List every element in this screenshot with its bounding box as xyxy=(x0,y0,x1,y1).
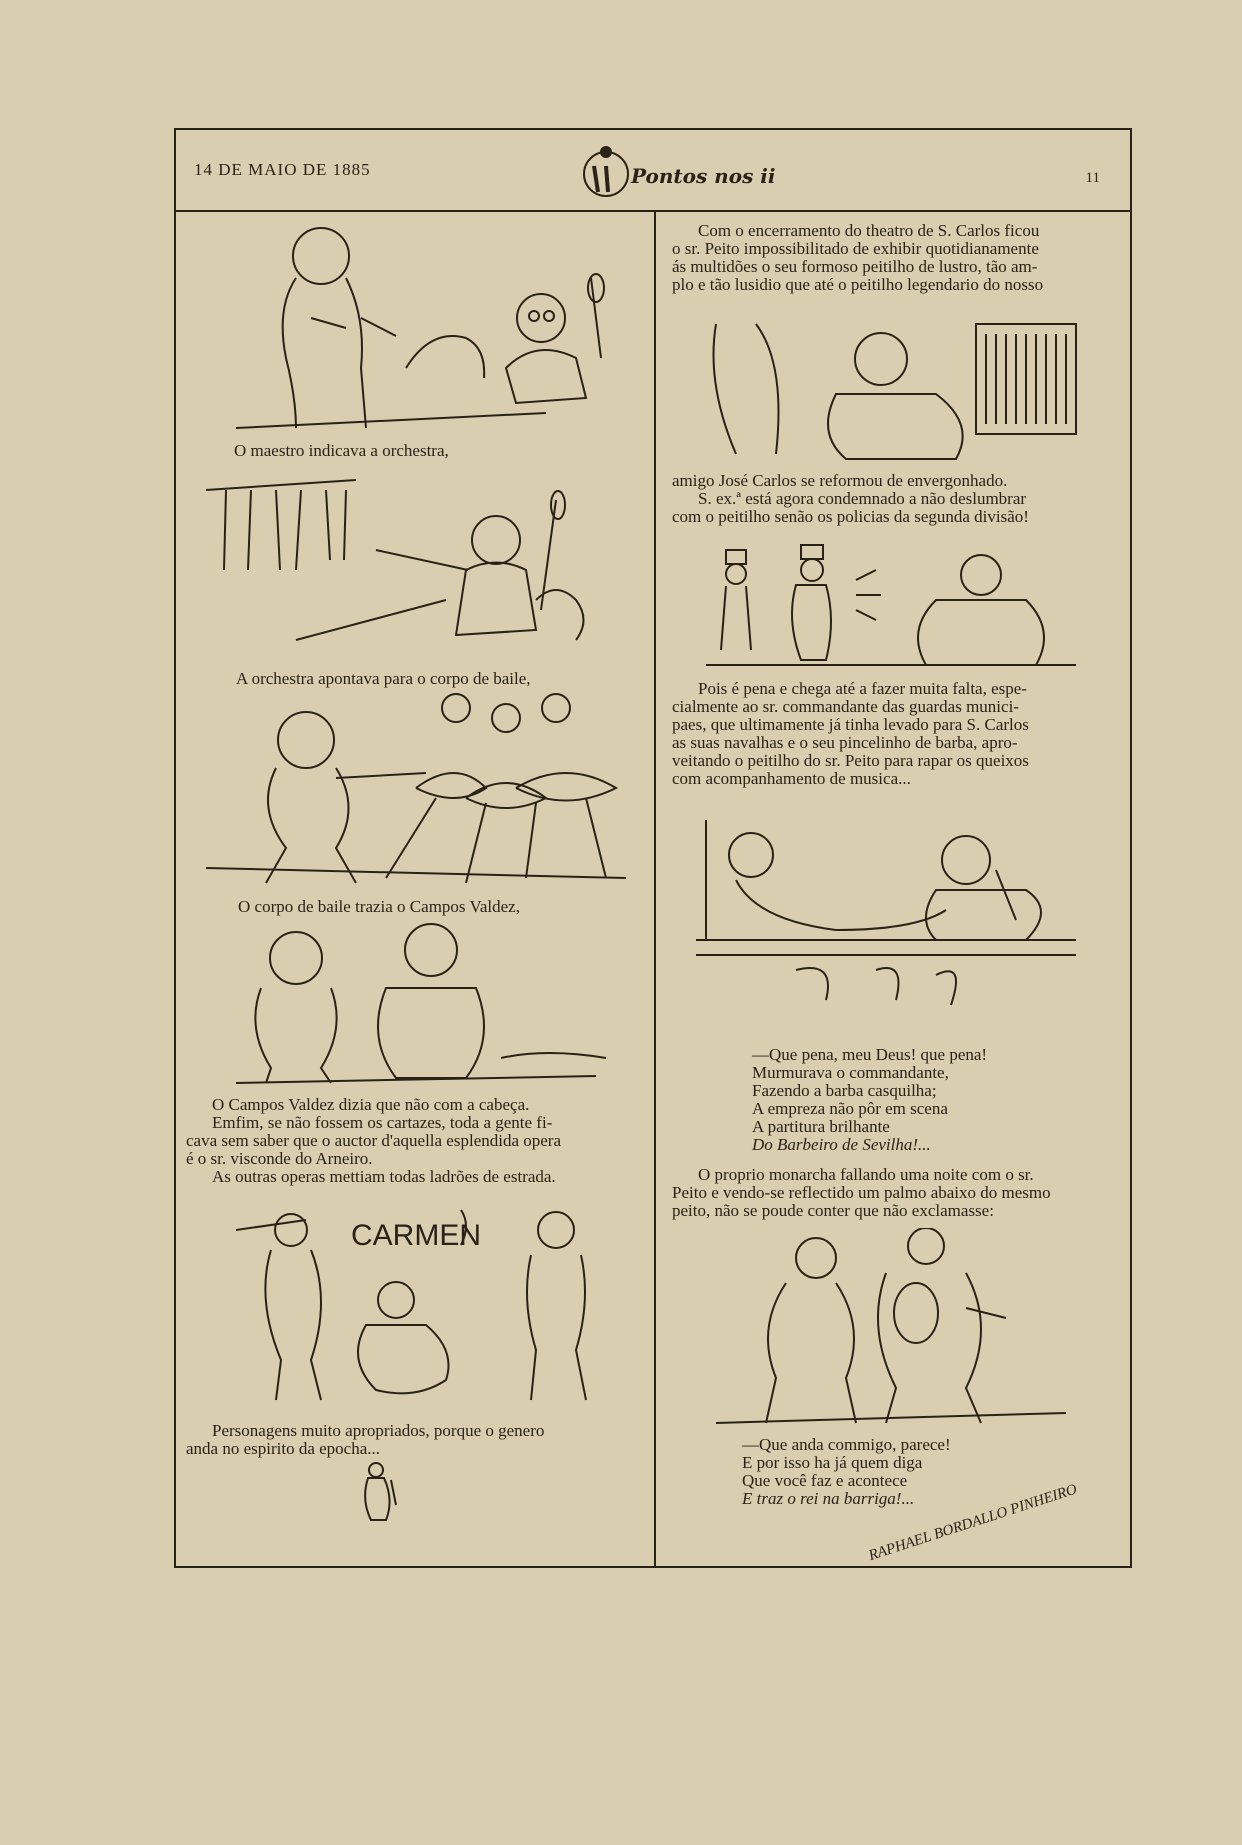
campos-valdez-paragraph xyxy=(186,1096,640,1186)
verse-line: A partitura brilhante xyxy=(752,1117,890,1136)
monarcha-paragraph xyxy=(672,1166,1122,1220)
commandante-paragraph xyxy=(672,680,1122,788)
carmen-label: CARMEN xyxy=(351,1219,482,1252)
theatro-paragraph xyxy=(672,222,1122,294)
text-line: Emfim, se não fossem os cartazes, toda a gente fi- xyxy=(212,1113,553,1132)
verse-line: —Que anda commigo, parece! xyxy=(742,1435,951,1454)
verse-line: Do Barbeiro de Sevilha!... xyxy=(752,1135,931,1154)
verse-line: —Que pena, meu Deus! que pena! xyxy=(752,1045,988,1064)
text-line: é o sr. visconde do Arneiro. xyxy=(186,1149,373,1168)
jose-carlos-paragraph xyxy=(672,472,1122,526)
text-line: O proprio monarcha fallando uma noite com o sr. xyxy=(698,1165,1034,1184)
text-line: peito, não se poude conter que não exclamasse: xyxy=(672,1201,994,1220)
text-line: ás multidões o seu formoso peitilho de lustro, tão am- xyxy=(672,257,1038,276)
artist-signature: RAPHAEL BORDALLO PINHEIRO xyxy=(866,1481,1080,1565)
rei-illustration xyxy=(706,1228,1086,1428)
orchestra-illustration xyxy=(196,460,616,660)
text-line: com o peitilho senão os policias da segunda divisão! xyxy=(672,507,1029,526)
verse-line: A empreza não pôr em scena xyxy=(752,1099,948,1118)
peitilho-illustration xyxy=(696,304,1096,464)
caption-orchestra: A orchestra apontava para o corpo de baile, xyxy=(236,669,531,688)
maestro-illustration xyxy=(216,218,636,440)
campos-valdez-illustration xyxy=(216,918,616,1088)
small-figure-illustration xyxy=(356,1460,406,1530)
text-line: Pois é pena e chega até a fazer muita falta, espe- xyxy=(698,679,1027,698)
caption-maestro: O maestro indicava a orchestra, xyxy=(234,441,449,460)
text-line: cialmente ao sr. commandante das guardas munici- xyxy=(672,697,1019,716)
issue-date: 14 DE MAIO DE 1885 xyxy=(194,160,371,179)
ballet-illustration xyxy=(186,688,646,888)
masthead-logo-icon xyxy=(576,142,636,207)
personagens-paragraph xyxy=(186,1422,640,1458)
text-line: anda no espirito da epocha... xyxy=(186,1439,381,1458)
text-line: As outras operas mettiam todas ladrões de estrada. xyxy=(212,1167,556,1186)
barbeiro-illustration xyxy=(696,810,1086,1030)
text-line: amigo José Carlos se reformou de envergonhado. xyxy=(672,471,1008,490)
page-number: 11 xyxy=(1085,170,1100,186)
text-line: cava sem saber que o auctor d'aquella esplendida opera xyxy=(186,1131,562,1150)
text-line: o sr. Peito impossibilitado de exhibir quotidianamente xyxy=(672,239,1039,258)
caption-ballet: O corpo de baile trazia o Campos Valdez, xyxy=(238,897,520,916)
verse-line: Murmurava o commandante, xyxy=(752,1063,949,1082)
text-line: O Campos Valdez dizia que não com a cabeça. xyxy=(212,1095,530,1114)
column-divider xyxy=(654,210,656,1568)
text-line: S. ex.ª está agora condemnado a não deslumbrar xyxy=(698,489,1027,508)
text-line: Personagens muito apropriados, porque o genero xyxy=(212,1421,545,1440)
text-line: com acompanhamento de musica... xyxy=(672,769,911,788)
verse-line: E por isso ha já quem diga xyxy=(742,1453,923,1472)
page-header xyxy=(176,130,1130,212)
verse-line: Que você faz e acontece xyxy=(742,1471,908,1490)
verse-line: Fazendo a barba casquilha; xyxy=(752,1081,937,1100)
verse-line: E traz o rei na barriga!... xyxy=(742,1489,915,1508)
verse-commandante xyxy=(752,1046,1112,1154)
carmen-illustration xyxy=(236,1190,616,1410)
text-line: veitando o peitilho do sr. Peito para rapar os queixos xyxy=(672,751,1029,770)
masthead-title: Pontos nos ii xyxy=(631,164,776,188)
policias-illustration xyxy=(706,540,1086,670)
text-line: Peito e vendo-se reflectido um palmo abaixo do mesmo xyxy=(672,1183,1051,1202)
text-line: as suas navalhas e o seu pincelinho de barba, apro- xyxy=(672,733,1018,752)
text-line: plo e tão lusidio que até o peitilho legendario do nosso xyxy=(672,275,1044,294)
text-line: paes, que ultimamente já tinha levado para S. Carlos xyxy=(672,715,1029,734)
text-line: Com o encerramento do theatro de S. Carlos ficou xyxy=(698,221,1040,240)
page-frame xyxy=(174,128,1132,1568)
